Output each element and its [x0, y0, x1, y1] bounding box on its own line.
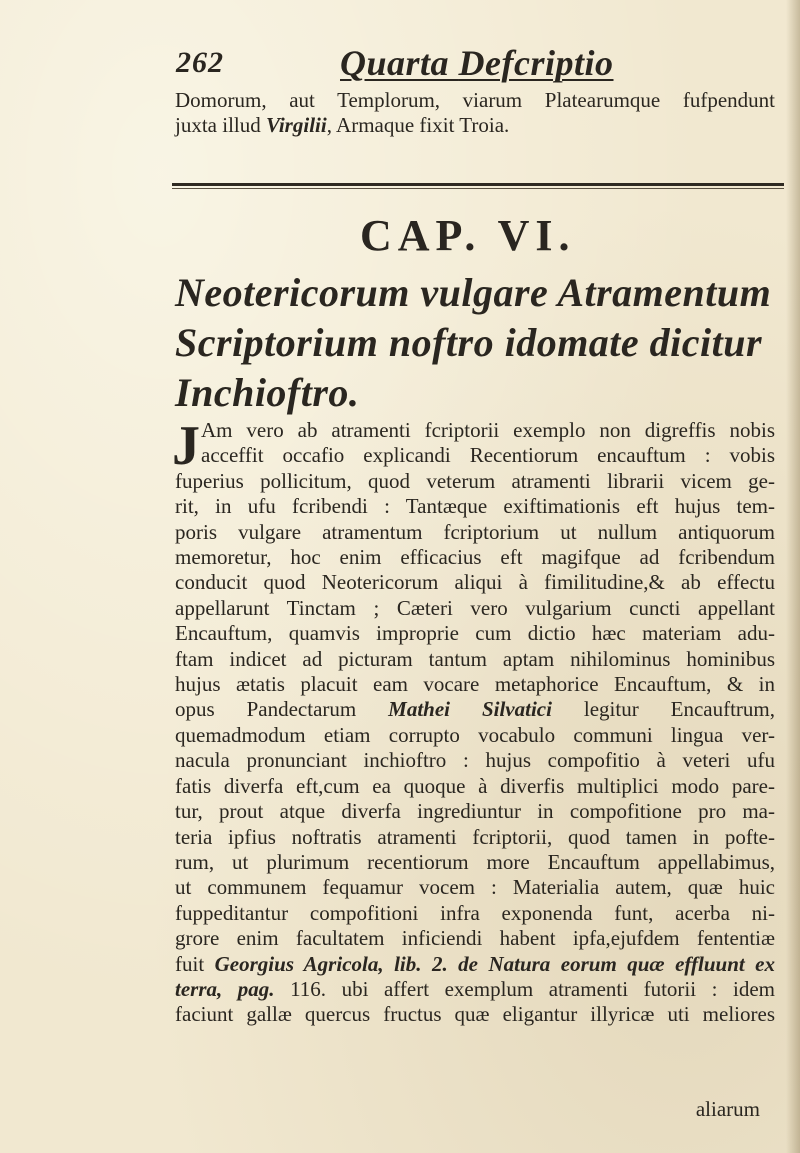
running-title-prefix: Quarta — [340, 43, 459, 83]
text-line: fuperius pollicitum, quod veterum atramenti librarii vicem ge- — [175, 468, 775, 493]
text-line: appellarunt Tinctam ; Cæteri vero vulgarium cuncti appellant — [175, 595, 775, 620]
text-line: ftam indicet ad picturam tantum aptam nihilominus hominibus — [175, 646, 775, 671]
chapter-title-line: Scriptorium noftro idomate dicitur — [175, 320, 763, 365]
text-fragment: legitur Encauftrum, — [551, 697, 776, 722]
page-number: 262 — [176, 46, 224, 79]
running-title-main: Defcriptio — [458, 43, 614, 83]
chapter-title — [175, 268, 775, 418]
text-line: acceffit occafio explicandi Recentiorum encauftum : vobis — [201, 443, 775, 468]
author-name: Virgilii — [266, 113, 327, 138]
text-line: tur, prout atque diverfa ingrediuntur in compofitione pro ma- — [175, 799, 775, 824]
continued-text — [175, 88, 775, 139]
text-fragment: juxta illud — [175, 113, 266, 138]
text-line: memoretur, hoc enim efficacius eft magifque ad fcribendum — [175, 545, 775, 570]
text-line: ut communem fequamur vocem : Materialia autem, quæ huic — [175, 875, 775, 900]
chapter-heading: CAP. VI. — [360, 211, 576, 260]
text-line: rum, ut plurimum recentiorum more Encauftum appellabimus, — [175, 849, 775, 874]
text-line: rit, in ufu fcribendi : Tantæque exiftimationis eft hujus tem- — [175, 494, 775, 519]
text-line: quemadmodum etiam corrupto vocabulo communi lingua ver- — [175, 722, 775, 747]
running-title — [340, 42, 614, 84]
author-name: Mathei Silvatici — [388, 697, 552, 722]
text-line — [175, 113, 775, 138]
section-rule — [172, 183, 784, 186]
text-line: hujus ætatis placuit eam vocare metaphorice Encauftum, & in — [175, 672, 775, 697]
text-line: teria ipfius noftratis atramenti fcriptorii, quod tamen in pofte- — [175, 824, 775, 849]
text-line: fatis diverfa eft,cum ea quoque à diverfis multiplici modo pare- — [175, 773, 775, 798]
text-line: nacula pronunciant inchioftro : hujus compofitio à veteri ufu — [175, 748, 775, 773]
text-fragment: fuit — [175, 951, 215, 976]
text-line — [175, 697, 775, 722]
text-line: faciunt gallæ quercus fructus quæ eligantur illyricæ uti meliores — [175, 1002, 775, 1027]
text-line: Am vero ab atramenti fcriptorii exemplo non digreffis nobis — [201, 418, 775, 442]
text-line: Encauftum, quamvis improprie cum dictio hæc materiam adu- — [175, 621, 775, 646]
page-header — [170, 40, 670, 90]
text-line: fuppeditantur compofitioni infra exponenda funt, acerba ni- — [175, 900, 775, 925]
citation: Georgius Agricola, lib. 2. de Natura eorum quæ effluunt ex — [214, 951, 775, 976]
text-fragment: 116. ubi affert exemplum atramenti futorii : idem — [274, 976, 776, 1001]
text-fragment: opus Pandectarum — [175, 697, 389, 722]
main-text — [175, 418, 775, 1028]
section-rule-thin — [172, 188, 784, 189]
text-line: Domorum, aut Templorum, viarum Platearumque fufpendunt — [175, 88, 775, 112]
page-edge-shadow — [786, 0, 800, 1153]
text-fragment: , Armaque fixit Troia. — [326, 113, 510, 138]
text-line: poris vulgare atramentum fcriptorium ut nullum antiquorum — [175, 519, 775, 544]
chapter-title-line: Neotericorum vulgare Atramentum — [175, 270, 772, 315]
text-line — [175, 977, 775, 1002]
text-line: conducit quod Neotericorum aliqui à fimilitudine,& ab effectu — [175, 570, 775, 595]
catchword: aliarum — [695, 1097, 760, 1121]
chapter-title-line: Inchioftro. — [175, 370, 360, 415]
text-line — [175, 952, 775, 977]
text-line: grore enim facultatem inficiendi habent ipfa,ejufdem fententiæ — [175, 926, 775, 951]
citation: terra, pag. — [175, 976, 275, 1001]
drop-initial: J — [172, 415, 200, 477]
